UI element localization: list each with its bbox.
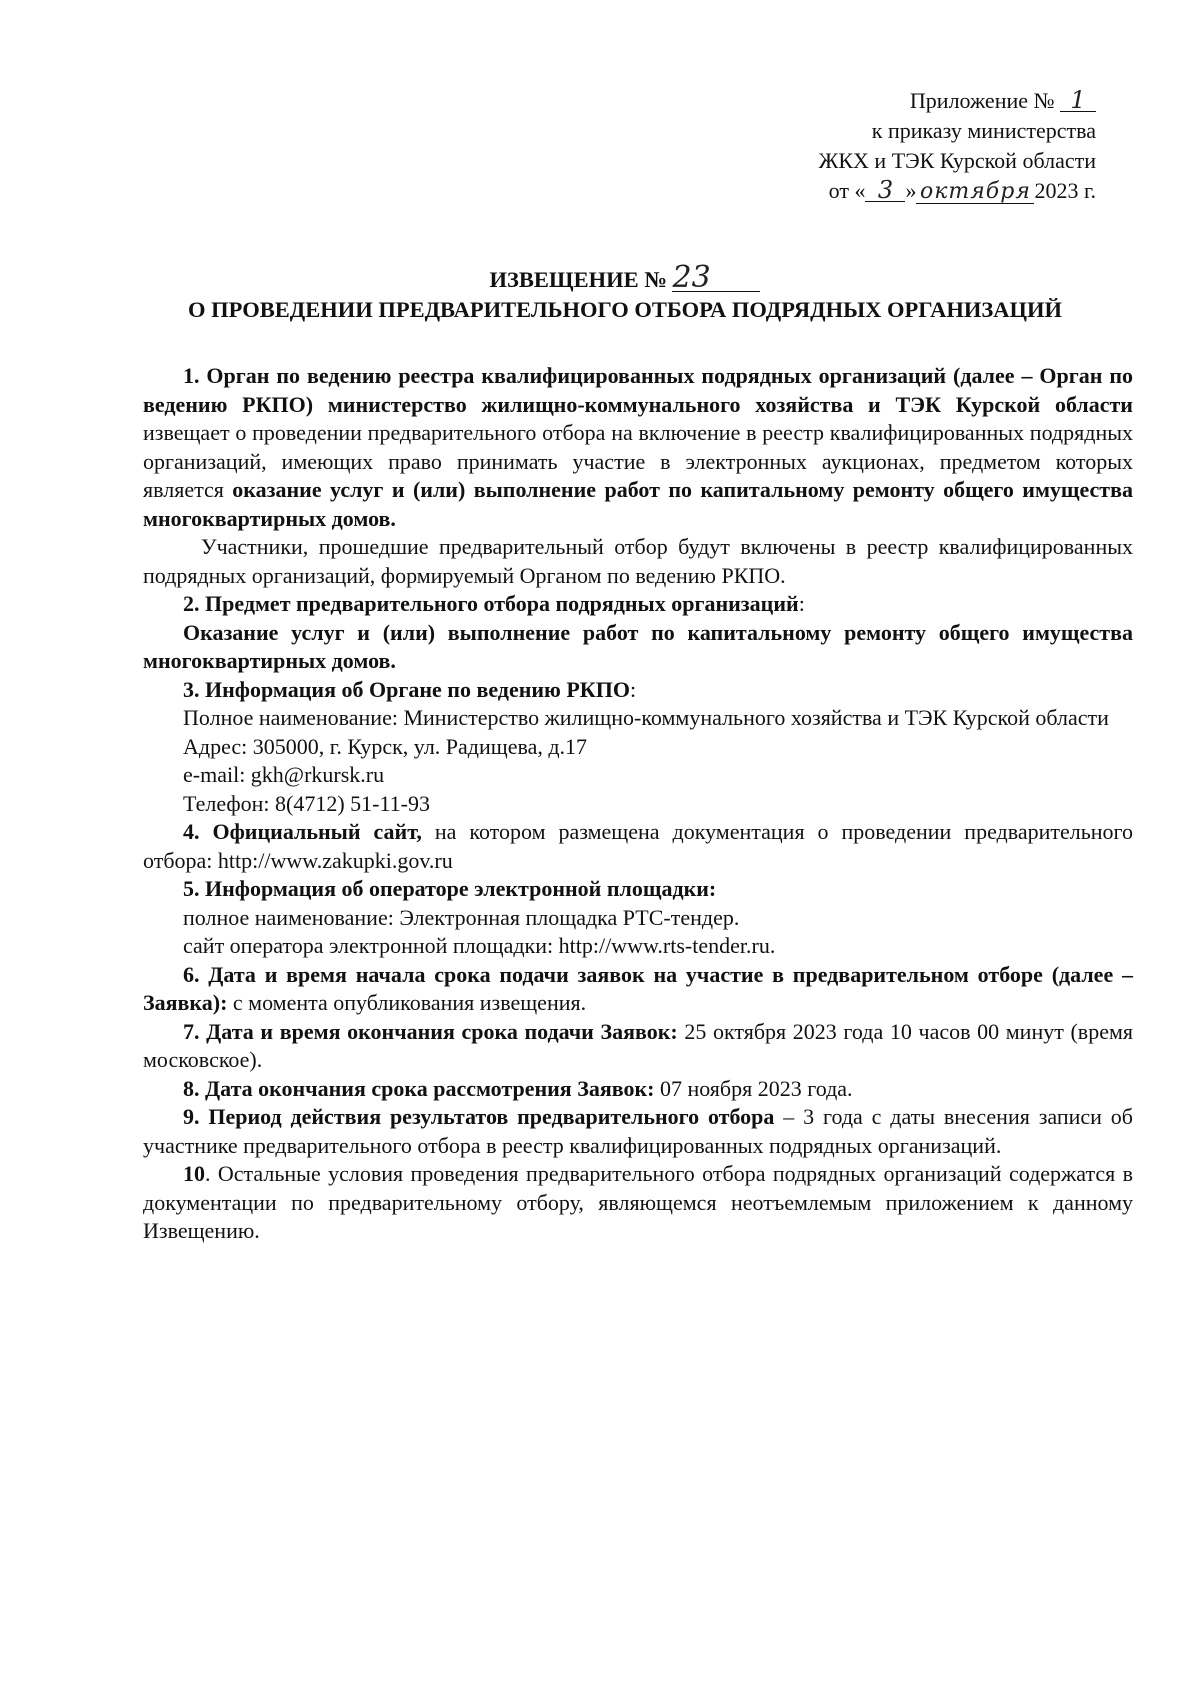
section-3-fullname: Полное наименование: Министерство жилищно-коммунального хозяйства и ТЭК Курской области xyxy=(183,705,1109,730)
section-1-participants: Участники, прошедшие предварительный отбор будут включены в реестр квалифицированных подрядных организаций, формируемый Органом по ведению РКПО. xyxy=(143,534,1133,588)
section-9: 9. Период действия результатов предварительного отбора – 3 года с даты внесения записи об участнике предварительного отбора в реестр квалифицированных подрядных организаций. xyxy=(143,1104,1133,1158)
notice-number-handwritten: 23 xyxy=(672,265,760,292)
section-2-title: 2. Предмет предварительного отбора подрядных организаций: xyxy=(183,591,805,616)
appendix-date-line: от « 3 » октября 2023 г. xyxy=(828,176,1096,204)
section-6: 6. Дата и время начала срока подачи заявок на участие в предварительном отборе (далее – Заявка): с момента опубликования извещения. xyxy=(143,961,1133,1015)
appendix-number-handwritten: 1 xyxy=(1060,89,1096,112)
appendix-header xyxy=(819,86,1096,206)
section-5-title: 5. Информация об операторе электронной площадки: xyxy=(183,876,717,901)
section-2-body: Оказание услуг и (или) выполнение работ по капитальному ремонту общего имущества многоквартирных домов. xyxy=(143,619,1133,673)
section-3-email: e-mail: gkh@rkursk.ru xyxy=(183,762,385,787)
section-10: 10. Остальные условия проведения предварительного отбора подрядных организаций содержатся в документации по предварительному отбору, являющемся неотъемлемым приложением к данному Извещению. xyxy=(143,1161,1133,1243)
notice-subtitle: О ПРОВЕДЕНИИ ПРЕДВАРИТЕЛЬНОГО ОТБОРА ПОДРЯДНЫХ ОРГАНИЗАЦИЙ xyxy=(187,297,1063,322)
appendix-day-handwritten: 3 xyxy=(865,179,905,202)
section-1: 1. Орган по ведению реестра квалифицированных подрядных организаций (далее – Орган по ведению РКПО) министерство жилищно-коммунального хозяйства и ТЭК Курской области извещает о проведении предварительного отбора на включение в реестр квалифицированных подрядных организаций, имеющих право принимать участие в электронных аукционах, предметом которых является оказание услуг и (или) выполнение работ по капитальному ремонту общего имущества многоквартирных домов. xyxy=(143,363,1133,531)
section-8: 8. Дата окончания срока рассмотрения Заявок: 07 ноября 2023 года. xyxy=(183,1075,853,1101)
appendix-month-handwritten: октября xyxy=(916,181,1034,204)
section-7: 7. Дата и время окончания срока подачи Заявок: 25 октября 2023 года 10 часов 00 минут (время московское). xyxy=(143,1018,1133,1072)
appendix-line-3: ЖКХ и ТЭК Курской области xyxy=(818,148,1096,173)
section-3-address: Адрес: 305000, г. Курск, ул. Радищева, д.17 xyxy=(183,733,588,759)
notice-body xyxy=(143,362,1133,1246)
notice-title: ИЗВЕЩЕНИЕ № 23 xyxy=(130,265,1120,293)
section-3-title: 3. Информация об Органе по ведению РКПО: xyxy=(183,676,637,702)
appendix-line-2: к приказу министерства xyxy=(871,118,1096,143)
appendix-line-1: Приложение № 1 xyxy=(819,86,1096,116)
section-4: 4. Официальный сайт, на котором размещена документация о проведении предварительного отбора: http://www.zakupki.gov.ru xyxy=(143,819,1134,873)
section-5-site: сайт оператора электронной площадки: http://www.rts-tender.ru. xyxy=(183,933,776,958)
section-5-name: полное наименование: Электронная площадка РТС-тендер. xyxy=(183,904,740,930)
section-3-phone: Телефон: 8(4712) 51-11-93 xyxy=(183,790,431,816)
